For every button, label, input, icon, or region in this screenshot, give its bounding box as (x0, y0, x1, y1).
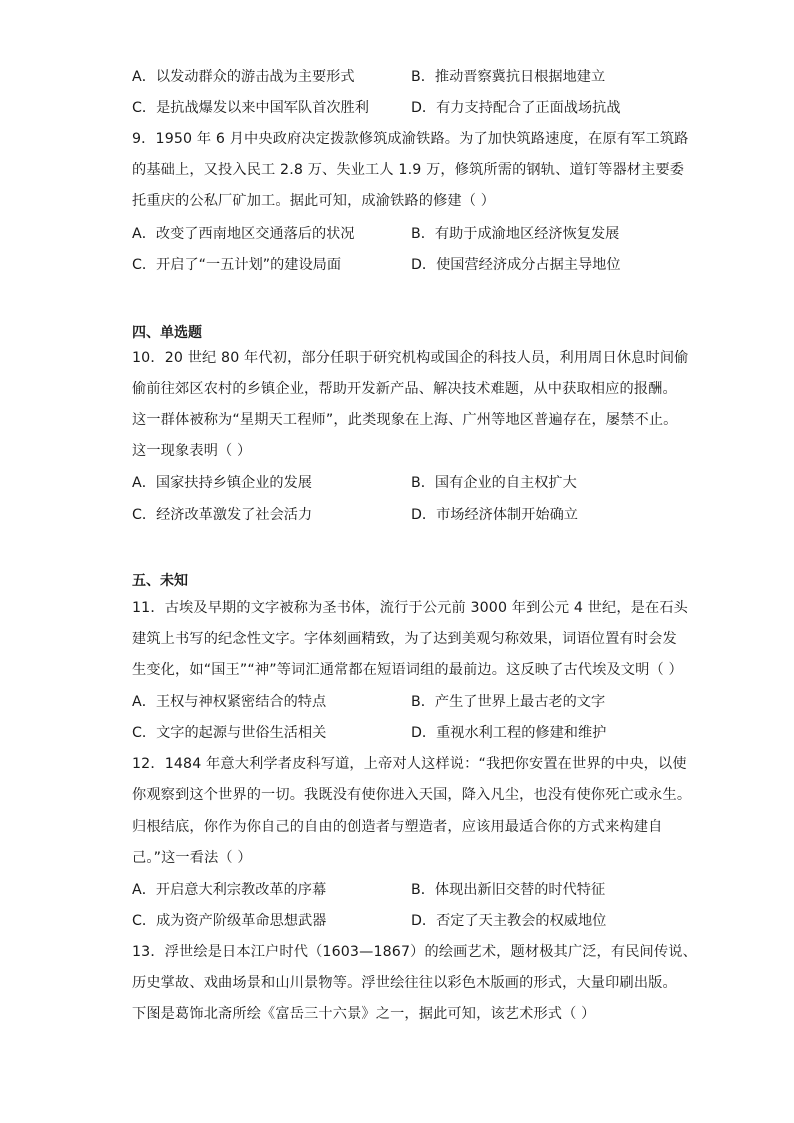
q11-options-row-1 (132, 691, 692, 711)
q11-option-b[interactable]: B．产生了世界上最古老的文字 (411, 694, 606, 710)
q9-line-3: 托重庆的公私厂矿加工。据此可知，成渝铁路的修建（ ） (132, 193, 496, 209)
q11-line-2: 建筑上书写的纪念性文字。字体刻画精致，为了达到美观匀称效果，词语位置有时会发 (132, 631, 677, 647)
q9-option-b[interactable]: B．有助于成渝地区经济恢复发展 (411, 226, 620, 242)
q8-option-c[interactable]: C．是抗战爆发以来中国军队首次胜利 (132, 100, 369, 116)
q12-line-4: 己。”这一看法（ ） (132, 850, 252, 866)
q11-line-1: 11．古埃及早期的文字被称为圣书体，流行于公元前 3000 年到公元 4 世纪，是在石头 (132, 600, 689, 616)
q11-line-3: 生变化，如“国王”“神”等词汇通常都在短语词组的最前边。这反映了古代埃及文明（ ） (132, 662, 683, 678)
q10-line-1: 10．20 世纪 80 年代初，部分任职于研究机构或国企的科技人员，利用周日休息时间偷 (132, 350, 689, 366)
q12-line-2: 你观察到这个世界的一切。我既没有使你进入天国，降入凡尘，也没有使你死亡或永生。 (132, 787, 692, 803)
q8-option-d[interactable]: D．有力支持配合了正面战场抗战 (411, 100, 621, 116)
q9-options-row-2 (132, 254, 692, 274)
section-heading-unknown: 五、未知 (132, 573, 188, 589)
q10-option-c[interactable]: C．经济改革激发了社会活力 (132, 507, 313, 523)
q12-line-1: 12．1484 年意大利学者皮科写道，上帝对人这样说：“我把你安置在世界的中央，以使 (132, 756, 687, 772)
q11-option-d[interactable]: D．重视水利工程的修建和维护 (411, 725, 607, 741)
q10-line-2: 偷前往郊区农村的乡镇企业，帮助开发新产品、解决技术难题，从中获取相应的报酬。 (132, 381, 677, 397)
q10-line-4: 这一现象表明（ ） (132, 443, 252, 459)
q11-option-c[interactable]: C．文字的起源与世俗生活相关 (132, 725, 327, 741)
q9-options-row-1 (132, 223, 692, 243)
q12-option-a[interactable]: A．开启意大利宗教改革的序幕 (132, 882, 327, 898)
q10-line-3: 这一群体被称为“星期天工程师”，此类现象在上海、广州等地区普遍存在，屡禁不止。 (132, 412, 678, 428)
q12-option-d[interactable]: D．否定了天主教会的权威地位 (411, 913, 607, 929)
q12-option-b[interactable]: B．体现出新旧交替的时代特征 (411, 882, 606, 898)
q12-line-3: 归根结底，你作为你自己的自由的创造者与塑造者，应该用最适合你的方式来构建自 (132, 819, 663, 835)
q8-options-row-1 (132, 66, 692, 86)
q13-line-1: 13．浮世绘是日本江户时代（1603—1867）的绘画艺术，题材极其广泛，有民间传说、 (132, 944, 697, 960)
q13-line-2: 历史掌故、戏曲场景和山川景物等。浮世绘往往以彩色木版画的形式，大量印刷出版。 (132, 975, 677, 991)
q8-option-b[interactable]: B．推动晋察冀抗日根据地建立 (411, 69, 606, 85)
q9-line-1: 9．1950 年 6 月中央政府决定拨款修筑成渝铁路。为了加快筑路速度，在原有军工筑路 (132, 131, 689, 147)
q12-option-c[interactable]: C．成为资产阶级革命思想武器 (132, 913, 327, 929)
section-heading-single-choice: 四、单选题 (132, 325, 202, 341)
q11-option-a[interactable]: A．王权与神权紧密结合的特点 (132, 694, 327, 710)
q8-options-row-2 (132, 97, 692, 117)
q10-option-b[interactable]: B．国有企业的自主权扩大 (411, 475, 577, 491)
q11-options-row-2 (132, 722, 692, 742)
q9-option-a[interactable]: A．改变了西南地区交通落后的状况 (132, 226, 355, 242)
q10-options-row-1 (132, 472, 692, 492)
q10-option-d[interactable]: D．市场经济体制开始确立 (411, 507, 578, 523)
q10-option-a[interactable]: A．国家扶持乡镇企业的发展 (132, 475, 312, 491)
q9-line-2: 的基础上，又投入民工 2.8 万、失业工人 1.9 万，修筑所需的钢轨、道钉等器材主要委 (132, 162, 685, 178)
q10-options-row-2 (132, 504, 692, 524)
q13-line-3: 下图是葛饰北斋所绘《富岳三十六景》之一，据此可知，该艺术形式（ ） (132, 1006, 596, 1022)
q12-options-row-1 (132, 879, 692, 899)
q9-option-d[interactable]: D．使国营经济成分占据主导地位 (411, 257, 621, 273)
q12-options-row-2 (132, 910, 692, 930)
q8-option-a[interactable]: A．以发动群众的游击战为主要形式 (132, 69, 355, 85)
q9-option-c[interactable]: C．开启了“一五计划”的建设局面 (132, 257, 342, 273)
